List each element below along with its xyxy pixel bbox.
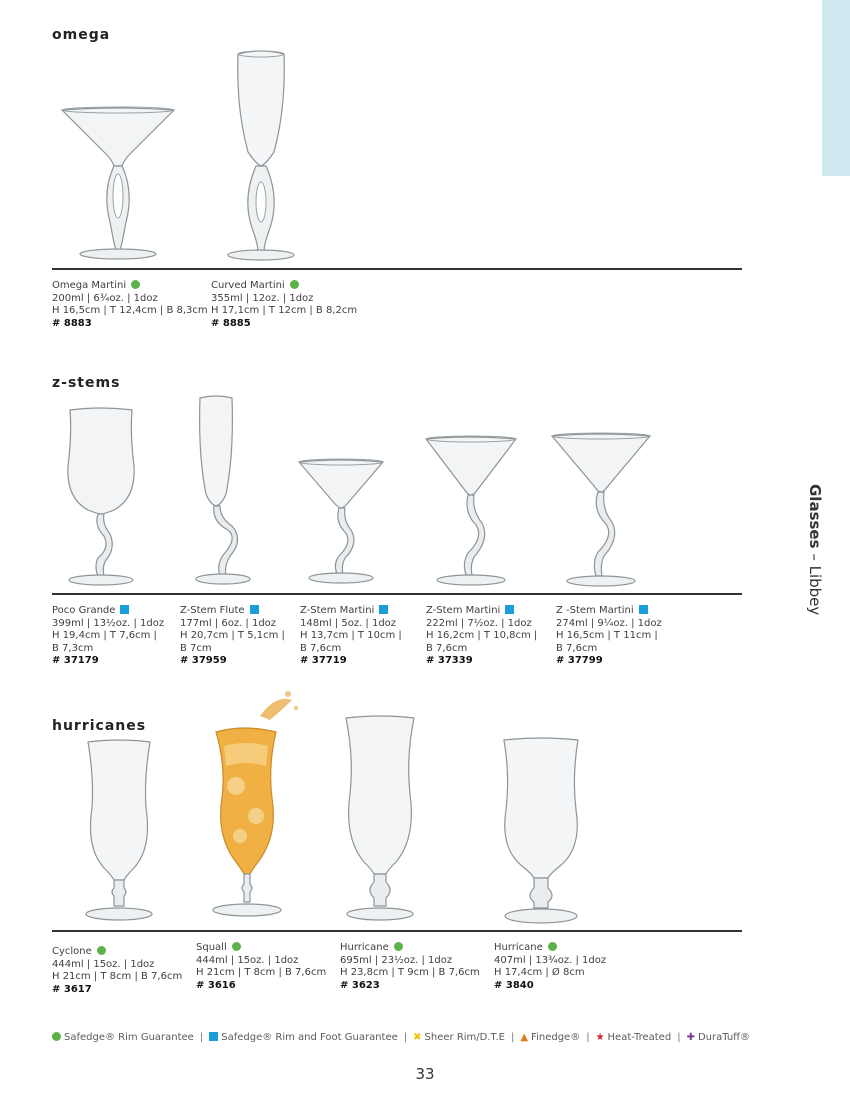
safedge-rim-icon	[97, 946, 106, 955]
glass-zstem-martini-222	[424, 435, 518, 587]
side-tab	[822, 0, 850, 176]
product-dimensions: H 23,8cm | T 9cm | B 7,6cm	[340, 967, 480, 979]
product-base: B 7,6cm	[426, 642, 468, 654]
product-capacity: 222ml | 7½oz. | 1doz	[426, 617, 532, 629]
product-dimensions: H 17,4cm | Ø 8cm	[494, 967, 585, 979]
glass-zstem-martini-274	[550, 432, 652, 588]
star-icon: ★	[595, 1032, 605, 1043]
info-zstem-flute	[180, 605, 285, 668]
product-capacity: 200ml | 6¾oz. | 1doz	[52, 292, 158, 304]
glass-omega-martini	[58, 104, 178, 260]
glass-hurricane-407	[498, 736, 584, 926]
product-name: Cyclone	[52, 946, 92, 957]
product-dimensions: H 16,2cm | T 10,8cm |	[426, 630, 538, 642]
section-title-hurricanes: hurricanes	[52, 718, 147, 734]
product-dimensions: H 19,4cm | T 7,6cm |	[52, 630, 157, 642]
product-capacity: 274ml | 9¼oz. | 1doz	[556, 617, 662, 629]
legend-item-finedge	[520, 1032, 580, 1043]
safedge-rim-icon	[131, 280, 140, 289]
safedge-rim-foot-icon	[250, 605, 259, 614]
glass-zstem-flute	[194, 394, 252, 586]
product-capacity: 695ml | 23½oz. | 1doz	[340, 954, 453, 966]
legend-label: Safedge® Rim and Foot Guarantee	[221, 1032, 398, 1043]
product-capacity: 444ml | 15oz. | 1doz	[52, 958, 155, 970]
product-base: B 7,6cm	[300, 642, 342, 654]
product-code: # 37719	[300, 655, 347, 667]
side-label-bold: Glasses	[806, 484, 824, 549]
product-capacity: 399ml | 13½oz. | 1doz	[52, 617, 165, 629]
product-name: Z -Stem Martini	[556, 605, 634, 616]
product-dimensions: H 16,5cm | T 11cm |	[556, 630, 658, 642]
info-squall	[196, 942, 326, 992]
product-base: B 7cm	[180, 642, 212, 654]
glass-curved-martini	[226, 48, 296, 262]
product-name: Hurricane	[494, 942, 543, 953]
rule-omega	[52, 268, 742, 270]
triangle-icon: ▲	[520, 1032, 529, 1043]
side-label	[800, 484, 830, 614]
cross-icon: ✖	[413, 1032, 422, 1043]
glass-cyclone	[84, 738, 154, 922]
glass-poco-grande	[64, 406, 138, 586]
product-dimensions: H 21cm | T 8cm | B 7,6cm	[52, 971, 183, 983]
info-cyclone	[52, 946, 182, 996]
product-name: Curved Martini	[211, 280, 285, 291]
rule-hurricanes	[52, 930, 742, 932]
legend-item-duratuff	[687, 1032, 751, 1043]
legend-label: Heat-Treated	[607, 1032, 672, 1043]
product-name: Hurricane	[340, 942, 389, 953]
product-base: B 7,6cm	[556, 642, 598, 654]
product-dimensions: H 17,1cm | T 12cm | B 8,2cm	[211, 305, 358, 317]
product-capacity: 355ml | 12oz. | 1doz	[211, 292, 314, 304]
circle-icon	[52, 1032, 61, 1041]
side-label-rest: – Libbey	[806, 548, 824, 616]
legend-label: DuraTuff®	[697, 1032, 751, 1043]
safedge-rim-foot-icon	[639, 605, 648, 614]
product-base: B 7,3cm	[52, 642, 94, 654]
info-zstem-martini-222	[426, 605, 537, 668]
product-code: # 37799	[556, 655, 603, 667]
legend-item-rim-foot	[209, 1032, 398, 1043]
rule-zstems	[52, 593, 742, 595]
product-code: # 3617	[52, 983, 92, 995]
section-title-zstems: z-stems	[52, 375, 121, 391]
product-code: # 3623	[340, 979, 380, 991]
product-code: # 37339	[426, 655, 473, 667]
info-curved-martini	[211, 280, 357, 330]
product-dimensions: H 13,7cm | T 10cm |	[300, 630, 402, 642]
legend: Safedge® Rim Guarantee | Safedge® Rim and Foot Guarantee | ✖ Sheer Rim/D.T.E | ▲ Finedge® | ★ Heat-Treated | ✚ DuraTuff®	[52, 1032, 750, 1043]
product-dimensions: H 16,5cm | T 12,4cm | B 8,3cm	[52, 305, 208, 317]
product-name: Poco Grande	[52, 605, 116, 616]
legend-label: Safedge® Rim Guarantee	[64, 1032, 194, 1043]
glass-hurricane-695	[340, 714, 420, 924]
product-name: Omega Martini	[52, 280, 127, 291]
safedge-rim-icon	[548, 942, 557, 951]
safedge-rim-foot-icon	[505, 605, 514, 614]
info-hurricane-695	[340, 942, 480, 992]
safedge-rim-icon	[290, 280, 299, 289]
product-capacity: 148ml | 5oz. | 1doz	[300, 617, 397, 629]
product-code: # 3616	[196, 979, 236, 991]
product-name: Squall	[196, 942, 227, 953]
legend-label: Sheer Rim/D.T.E	[424, 1032, 505, 1043]
info-zstem-martini-148	[300, 605, 402, 668]
plus-icon: ✚	[686, 1032, 695, 1043]
safedge-rim-icon	[394, 942, 403, 951]
safedge-rim-foot-icon	[120, 605, 129, 614]
glass-zstem-martini-148	[297, 458, 385, 586]
product-code: # 3840	[494, 979, 534, 991]
product-dimensions: H 20,7cm | T 5,1cm |	[180, 630, 285, 642]
legend-label: Finedge®	[531, 1032, 581, 1043]
product-name: Z-Stem Martini	[426, 605, 501, 616]
product-code: # 37959	[180, 655, 227, 667]
product-dimensions: H 21cm | T 8cm | B 7,6cm	[196, 967, 327, 979]
product-name: Z-Stem Flute	[180, 605, 245, 616]
legend-item-heat	[596, 1032, 672, 1043]
product-capacity: 177ml | 6oz. | 1doz	[180, 617, 277, 629]
info-omega-martini	[52, 280, 208, 330]
square-icon	[209, 1032, 218, 1041]
page-number: 33	[415, 1065, 435, 1083]
legend-item-sheer	[413, 1032, 505, 1043]
info-zstem-martini-274	[556, 605, 662, 668]
product-capacity: 407ml | 13¾oz. | 1doz	[494, 954, 607, 966]
safedge-rim-foot-icon	[379, 605, 388, 614]
product-code: # 8885	[211, 317, 251, 329]
info-hurricane-407	[494, 942, 606, 992]
section-title-omega: omega	[52, 27, 111, 43]
legend-item-rim	[52, 1032, 194, 1043]
glass-squall	[196, 686, 304, 922]
product-capacity: 444ml | 15oz. | 1doz	[196, 954, 299, 966]
product-code: # 37179	[52, 655, 99, 667]
info-poco-grande	[52, 605, 164, 668]
safedge-rim-icon	[232, 942, 241, 951]
product-code: # 8883	[52, 317, 92, 329]
product-name: Z-Stem Martini	[300, 605, 375, 616]
